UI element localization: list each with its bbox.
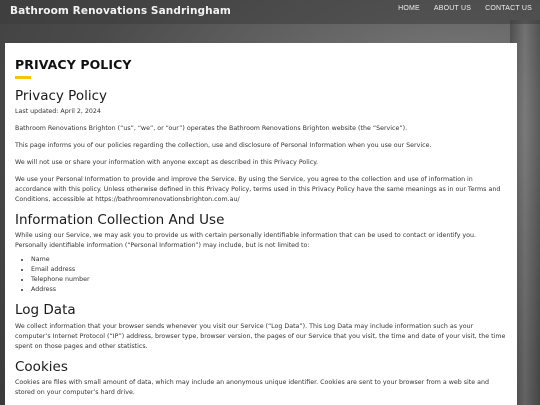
heading-cookies: Cookies	[15, 358, 68, 375]
collection-paragraph: While using our Service, we may ask you to provide us with certain personally identifiable information that can be used to contact or identify you. Personally identifiable information (“Personal Information”) may include, but is not limited to:	[15, 232, 476, 250]
list-item: • Address	[31, 285, 507, 295]
intro-paragraph-4: We use your Personal Information to provide and improve the Service. By using the Service, you agree to the collection and use of information in accordance with this policy. Unless otherwise defined in this Privacy Policy, terms used in this Privacy Policy have the same meanings as in our Terms and Conditions, accessible at https://bathroomrenovationsbrighton.com.au/	[15, 176, 501, 204]
nav-home[interactable]: HOME	[398, 5, 420, 12]
heading-information-collection: Information Collection And Use	[15, 212, 225, 229]
intro-paragraph-3: We will not use or share your information with anyone except as described in this Privacy Policy.	[15, 159, 319, 167]
list-item: • Telephone number	[31, 275, 507, 285]
intro-paragraph-2: This page informs you of our policies regarding the collection, use and disclosure of Personal Information when you use our Service.	[15, 142, 432, 150]
intro-paragraph-1: Bathroom Renovations Brighton (“us”, “we”, or “our”) operates the Bathroom Renovations Brighton website (the “Service”).	[15, 125, 408, 133]
site-header	[0, 0, 540, 24]
cookies-paragraph: Cookies are files with small amount of data, which may include an anonymous unique identifier. Cookies are sent to your browser from a web site and stored on your computer’s hard drive.	[15, 378, 489, 396]
nav-about-us[interactable]: ABOUT US	[433, 5, 472, 12]
main-nav	[398, 5, 532, 12]
nav-contact-us[interactable]: CONTACT US	[485, 5, 532, 12]
site-title-link[interactable]: Bathroom Renovations Sandringham	[10, 5, 231, 17]
list-item: • Email address	[31, 265, 507, 275]
content-card	[5, 43, 517, 405]
heading-log-data: Log Data	[15, 302, 76, 319]
last-updated: Last updated: April 2, 2024	[15, 108, 101, 116]
list-item: • Name	[31, 255, 507, 265]
heading-privacy-policy: Privacy Policy	[15, 88, 108, 104]
personal-info-list	[31, 255, 507, 295]
log-data-paragraph: We collect information that your browser sends whenever you visit our Service (“Log Data”). This Log Data may include information such as your computer’s Internet Protocol (“IP”) address, browser type, browser version, the pages of our Service that you visit, the time and date of your visit, the time spent on those pages and other statistics.	[15, 322, 506, 350]
page-title: PRIVACY POLICY	[15, 57, 132, 72]
title-underline	[15, 76, 31, 79]
